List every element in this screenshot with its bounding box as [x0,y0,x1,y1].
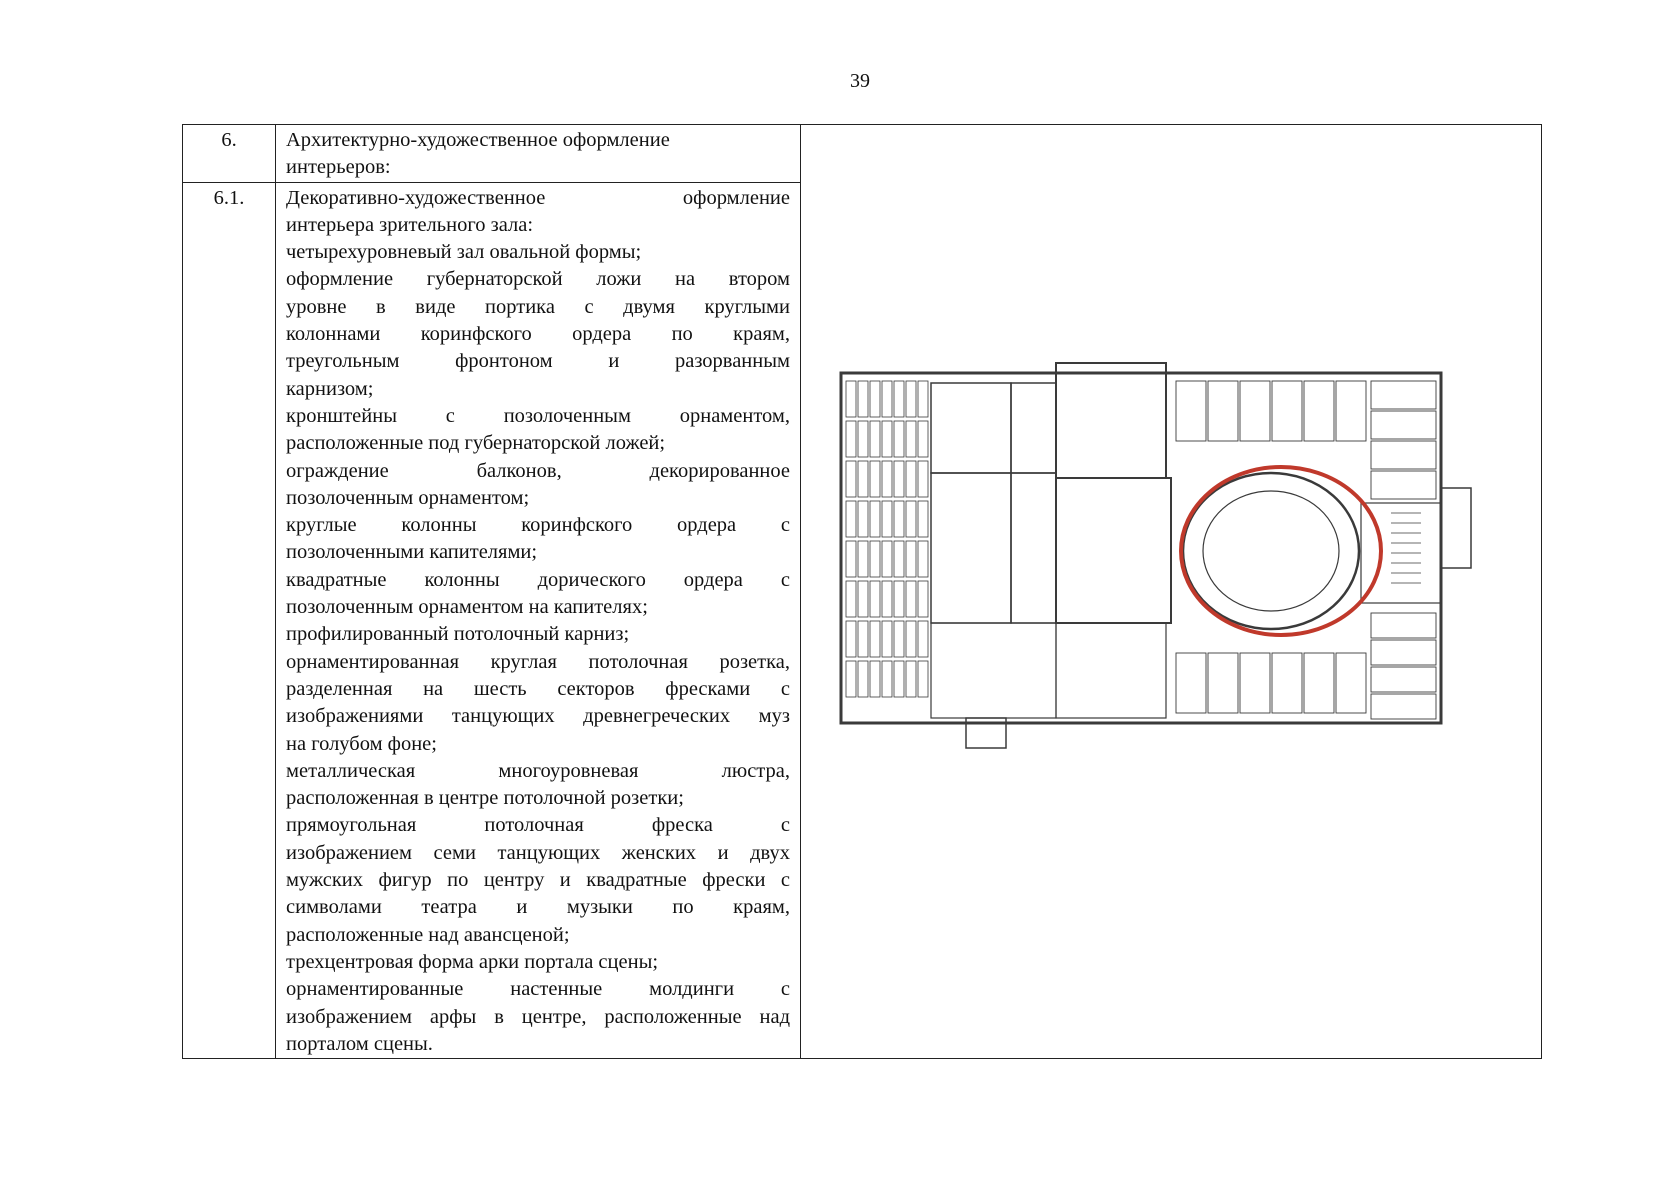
plan-room [846,461,856,497]
plan-room [1371,411,1436,439]
plan-room [1272,381,1302,441]
text-line: символами театра и музыки по краям, [286,896,790,919]
plan-room [894,381,904,417]
plan-room [858,541,868,577]
plan-room [1304,381,1334,441]
plan-auditorium-inner [1203,491,1339,611]
plan-room [882,541,892,577]
plan-room [906,541,916,577]
plan-room [846,501,856,537]
plan-portico [1441,488,1471,568]
plan-room [1208,381,1238,441]
plan-stage [1056,478,1171,623]
text-line: изображением арфы в центре, расположенные над [286,1005,790,1028]
plan-room [1371,381,1436,409]
plan-room [1011,383,1056,473]
plan-room [1240,653,1270,713]
plan-room [882,661,892,697]
plan-room [870,581,880,617]
text-line: профилированный потолочный карниз; [286,623,630,646]
plan-room [918,541,928,577]
text-line: позолоченным орнаментом; [286,486,530,509]
plan-room [882,461,892,497]
plan-room [1056,623,1166,718]
text-line: интерьеров: [286,156,391,179]
plan-room [906,501,916,537]
table-row [183,125,1542,183]
plan-room [858,501,868,537]
plan-room [870,381,880,417]
plan-room [1176,381,1206,441]
plan-room [1240,381,1270,441]
plan-room [882,581,892,617]
plan-room [882,381,892,417]
plan-room [1371,471,1436,499]
plan-room [931,623,1056,718]
row-description [276,125,801,183]
text-line: мужских фигур по центру и квадратные фрески с [286,869,790,892]
plan-room [846,541,856,577]
text-line: карнизом; [286,377,374,400]
plan-room [906,621,916,657]
row-number: 6. [183,125,276,183]
text-line: квадратные колонны дорического ордера с [286,568,790,591]
plan-room [1371,613,1436,638]
plan-room [858,621,868,657]
plan-auditorium [1183,473,1359,629]
plan-room [1176,653,1206,713]
plan-room [906,461,916,497]
text-line: орнаментированные настенные молдинги с [286,978,790,1001]
row-description [276,182,801,1059]
plan-room [858,381,868,417]
plan-room [846,661,856,697]
plan-room [894,661,904,697]
plan-room [906,581,916,617]
text-line: изображением семи танцующих женских и двух [286,841,790,864]
plan-room [882,621,892,657]
text-line: кронштейны с позолоченным орнаментом, [286,404,790,427]
plan-room [870,421,880,457]
page-number: 39 [850,70,870,92]
plan-room [858,661,868,697]
plan-room [906,661,916,697]
text-line: колоннами коринфского ордера по краям, [286,323,790,346]
plan-room [1371,640,1436,665]
text-line: интерьера зрительного зала: [286,213,534,236]
plan-room [918,581,928,617]
text-line: оформление губернаторской ложи на втором [286,268,790,291]
text-line: разделенная на шесть секторов фресками с [286,677,790,700]
plan-room [1336,381,1366,441]
text-line: орнаментированная круглая потолочная розетка, [286,650,790,673]
plan-room [1272,653,1302,713]
text-line: круглые колонны коринфского ордера с [286,514,790,537]
text-line: Декоративно-художественное оформление [286,186,790,209]
plan-room [870,661,880,697]
plan-room [918,381,928,417]
plan-room [870,541,880,577]
plan-room [882,421,892,457]
text-line: Архитектурно-художественное оформление [286,129,670,151]
plan-room [918,501,928,537]
text-line: позолоченными капителями; [286,541,538,564]
plan-room [858,461,868,497]
plan-room [846,581,856,617]
plan-room [1371,694,1436,719]
plan-room [894,581,904,617]
plan-room [906,421,916,457]
plan-room [894,501,904,537]
text-line: изображениями танцующих древнегреческих муз [286,705,790,728]
plan-room [931,473,1011,623]
plan-room [846,421,856,457]
plan-room [1056,363,1166,478]
plan-room [1304,653,1334,713]
heritage-table [182,124,1542,1059]
plan-room [870,461,880,497]
plan-room [1336,653,1366,713]
plan-room [882,501,892,537]
plan-room [894,541,904,577]
text-line: порталом сцены. [286,1032,433,1055]
plan-room [846,621,856,657]
plan-room [870,621,880,657]
plan-room [870,501,880,537]
plan-room [918,621,928,657]
text-line: треугольным фронтоном и разорванным [286,350,790,373]
plan-room [918,421,928,457]
plan-room [858,581,868,617]
plan-room [1208,653,1238,713]
plan-room [918,461,928,497]
plan-room [894,421,904,457]
text-line: трехцентровая форма арки портала сцены; [286,950,659,973]
plan-room [858,421,868,457]
text-line: прямоугольная потолочная фреска с [286,814,790,837]
text-line: расположенная в центре потолочной розетки; [286,787,684,810]
floor-plan-drawing [831,353,1511,773]
text-line: металлическая многоуровневая люстра, [286,759,790,782]
text-line: уровне в виде портика с двумя круглыми [286,295,790,318]
image-cell [801,125,1542,1059]
highlight-circle [1181,467,1381,635]
plan-room [918,661,928,697]
text-line: расположенные под губернаторской ложей; [286,432,666,455]
text-line: позолоченным орнаментом на капителях; [286,596,648,619]
plan-room [931,383,1011,473]
plan-room [1371,667,1436,692]
text-line: ограждение балконов, декорированное [286,459,790,482]
text-line: на голубом фоне; [286,732,437,755]
text-line: расположенные над авансценой; [286,923,570,946]
plan-room [1371,441,1436,469]
plan-room [906,381,916,417]
text-line: четырехуровневый зал овальной формы; [286,241,642,264]
row-number: 6.1. [183,182,276,1059]
plan-room [1011,473,1056,623]
plan-room [894,621,904,657]
plan-room [894,461,904,497]
plan-room [846,381,856,417]
